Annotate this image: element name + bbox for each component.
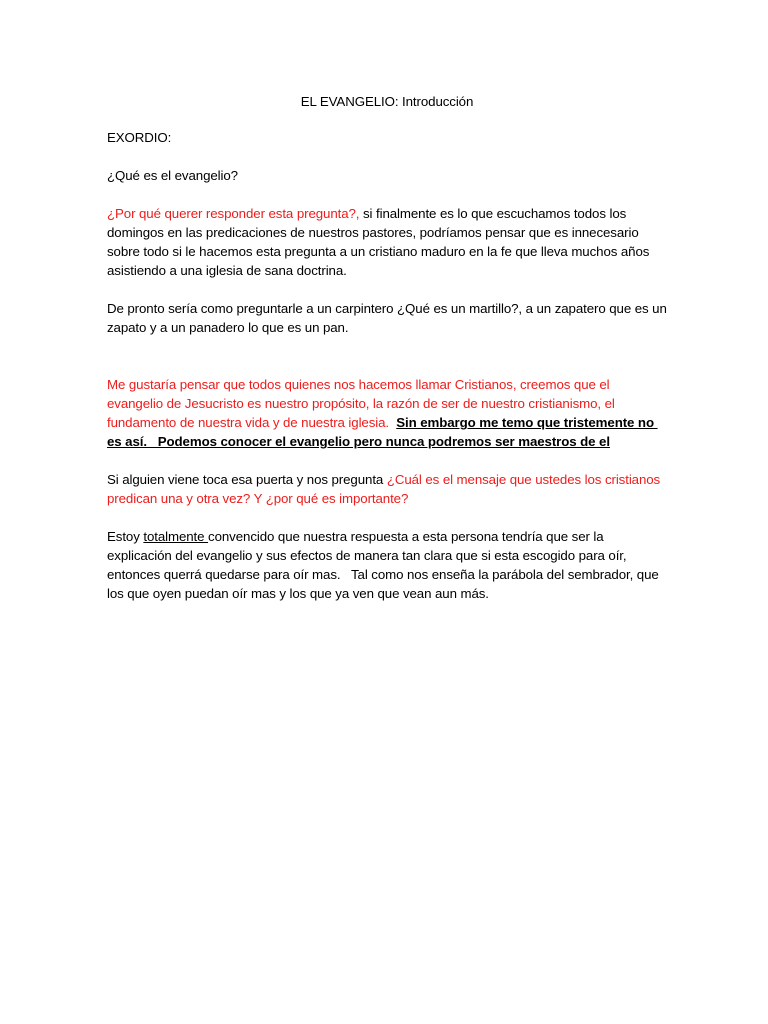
paragraph-5-underlined: totalmente: [143, 529, 209, 544]
paragraph-2: De pronto sería como preguntarle a un carpintero ¿Qué es un martillo?, a un zapatero que es un zapato y a un panadero lo que es un pan.: [107, 301, 667, 335]
paragraph-5-lead: Estoy: [107, 529, 144, 544]
heading-exordio: EXORDIO:: [107, 130, 172, 145]
paragraph-1-text: si finalmente es lo que escuchamos todos los domingos en las predicaciones de nuestros pastores, podríamos pensar que es innecesario sobre todo si le hacemos esta pregunta a un cristiano maduro en la fe que lleva muchos años asistiendo a una iglesia de sana doctrina.: [107, 206, 650, 278]
question-paragraph: ¿Qué es el evangelio?: [107, 168, 238, 183]
document-body: [107, 92, 667, 622]
paragraph-4: [107, 470, 667, 508]
paragraph-5: [107, 527, 667, 603]
paragraph-5-text: convencido que nuestra respuesta a esta persona tendría que ser la explicación del evangelio y sus efectos de manera tan clara que si esta escogido para oír, entonces querrá quedarse para oír mas. Tal como nos enseña la parábola del sembrador, que los que oyen puedan oír mas y los que ya ven que vean aun más.: [107, 529, 663, 601]
paragraph-4-text: Si alguien viene toca esa puerta y nos pregunta: [107, 472, 387, 487]
document-title: EL EVANGELIO: Introducción: [300, 94, 474, 109]
paragraph-3: [107, 375, 667, 451]
paragraph-3-highlight: Me gustaría pensar que todos quienes nos hacemos llamar Cristianos, creemos que el evangelio de Jesucristo es nuestro propósito, la razón de ser de nuestro cristianismo, el fundamento de nuestra vida y de nuestra iglesia.: [107, 377, 615, 430]
paragraph-3-emphasis: Sin embargo me temo que tristemente no es así. Podemos conocer el evangelio pero nunca podremos ser maestros de el: [107, 415, 658, 449]
paragraph-1-highlight: ¿Por qué querer responder esta pregunta?,: [107, 206, 360, 221]
paragraph-4-highlight: ¿Cuál es el mensaje que ustedes los cristianos predican una y otra vez? Y ¿por qué es importante?: [107, 472, 661, 506]
paragraph-1: [107, 204, 667, 280]
